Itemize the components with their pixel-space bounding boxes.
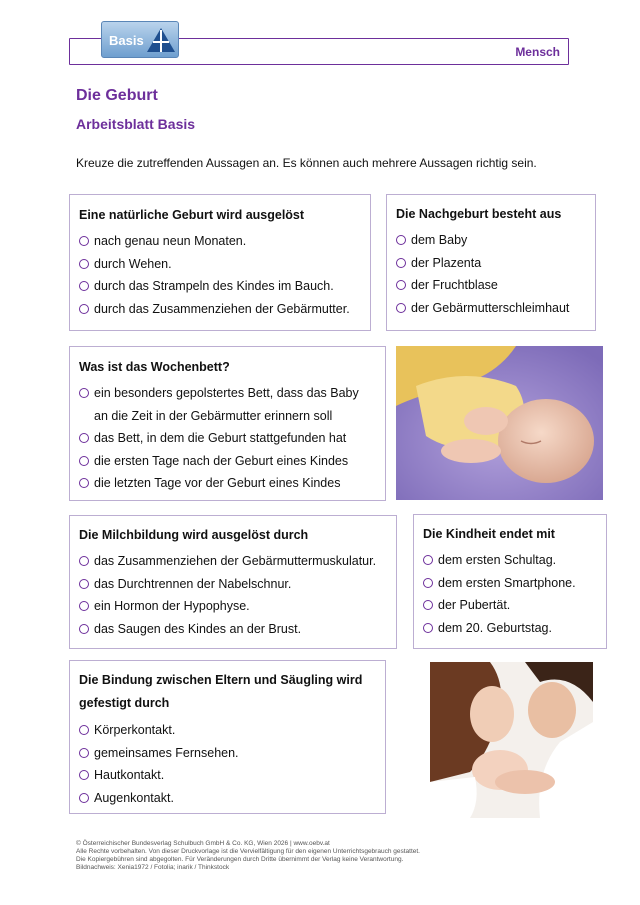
radio-circle-icon[interactable]: [79, 624, 89, 634]
radio-circle-icon[interactable]: [79, 259, 89, 269]
answer-option[interactable]: Augenkontakt.: [79, 787, 376, 810]
question-box-afterbirth: [386, 194, 596, 331]
radio-circle-icon[interactable]: [79, 748, 89, 758]
answer-option[interactable]: die letzten Tage vor der Geburt eines Kindes: [79, 472, 376, 495]
radio-circle-icon[interactable]: [79, 478, 89, 488]
question-heading: Eine natürliche Geburt wird ausgelöst: [79, 208, 305, 222]
radio-circle-icon[interactable]: [423, 600, 433, 610]
radio-circle-icon[interactable]: [79, 281, 89, 291]
radio-circle-icon[interactable]: [79, 456, 89, 466]
answer-option[interactable]: durch das Zusammenziehen der Gebärmutter.: [79, 298, 361, 321]
question-heading: Die Kindheit endet mit: [423, 527, 555, 541]
answer-option[interactable]: die ersten Tage nach der Geburt eines Kindes: [79, 450, 376, 473]
radio-circle-icon[interactable]: [396, 280, 406, 290]
parents-with-newborn-photo: [430, 662, 593, 818]
answer-option[interactable]: das Saugen des Kindes an der Brust.: [79, 618, 387, 641]
sleeping-baby-photo: [396, 346, 603, 500]
answer-option[interactable]: das Durchtrennen der Nabelschnur.: [79, 573, 387, 596]
answer-option[interactable]: Hautkontakt.: [79, 764, 376, 787]
radio-circle-icon[interactable]: [79, 793, 89, 803]
question-box-natural-birth: [69, 194, 371, 331]
question-heading: Was ist das Wochenbett?: [79, 360, 230, 374]
radio-circle-icon[interactable]: [423, 555, 433, 565]
logo-text: Basis: [109, 33, 144, 48]
answer-option[interactable]: nach genau neun Monaten.: [79, 230, 361, 253]
question-box-milk-production: [69, 515, 397, 649]
answer-option[interactable]: der Gebärmutterschleimhaut: [396, 297, 586, 320]
basis-logo: [101, 21, 179, 58]
question-box-wochenbett: [69, 346, 386, 501]
question-heading: Die Nachgeburt besteht aus: [396, 207, 562, 221]
answer-option[interactable]: dem 20. Geburtstag.: [423, 617, 597, 640]
answer-option[interactable]: gemeinsames Fernsehen.: [79, 742, 376, 765]
answer-option[interactable]: das Bett, in dem die Geburt stattgefunden hat: [79, 427, 376, 450]
answer-option[interactable]: das Zusammenziehen der Gebärmuttermuskulatur.: [79, 550, 387, 573]
answer-option[interactable]: der Fruchtblase: [396, 274, 586, 297]
footer-line: © Österreichischer Bundesverlag Schulbuch GmbH & Co. KG, Wien 2026 | www.oebv.at: [76, 840, 330, 847]
footer-line: Die Kopiergebühren sind abgegolten. Für Veränderungen durch Dritte übernimmt der Verlag keine Verantwortung.: [76, 856, 404, 863]
radio-circle-icon[interactable]: [79, 556, 89, 566]
footer-line: Bildnachweis: Xenia1972 / Fotolia; inarik / Thinkstock: [76, 864, 230, 871]
answer-option[interactable]: Körperkontakt.: [79, 719, 376, 742]
question-box-bonding: [69, 660, 386, 814]
page-subtitle: Arbeitsblatt Basis: [76, 116, 196, 132]
answer-option[interactable]: durch Wehen.: [79, 253, 361, 276]
radio-circle-icon[interactable]: [79, 579, 89, 589]
radio-circle-icon[interactable]: [79, 725, 89, 735]
question-heading: Die Milchbildung wird ausgelöst durch: [79, 528, 309, 542]
category-label: Mensch: [515, 45, 560, 59]
copyright-footer: [76, 840, 420, 872]
answer-option[interactable]: der Pubertät.: [423, 594, 597, 617]
radio-circle-icon[interactable]: [79, 304, 89, 314]
footer-line: Alle Rechte vorbehalten. Von dieser Druckvorlage ist die Vervielfältigung für den eigenen Unterrichtsgebrauch gestattet.: [76, 848, 420, 855]
question-heading-continuation: gefestigt durch: [79, 696, 170, 710]
question-box-childhood-end: [413, 514, 607, 649]
pyramid-icon: [145, 26, 177, 54]
radio-circle-icon[interactable]: [79, 236, 89, 246]
question-heading: Die Bindung zwischen Eltern und Säugling wird: [79, 673, 363, 687]
radio-circle-icon[interactable]: [79, 388, 89, 398]
answer-option[interactable]: der Plazenta: [396, 252, 586, 275]
radio-circle-icon[interactable]: [396, 258, 406, 268]
answer-option-continuation: an die Zeit in der Gebärmutter erinnern soll: [94, 408, 333, 423]
instruction-text: Kreuze die zutreffenden Aussagen an. Es können auch mehrere Aussagen richtig sein.: [76, 156, 537, 170]
answer-option[interactable]: dem Baby: [396, 229, 586, 252]
radio-circle-icon[interactable]: [423, 578, 433, 588]
answer-option[interactable]: ein Hormon der Hypophyse.: [79, 595, 387, 618]
page-title: Die Geburt: [76, 87, 158, 104]
radio-circle-icon[interactable]: [79, 601, 89, 611]
radio-circle-icon[interactable]: [79, 433, 89, 443]
radio-circle-icon[interactable]: [396, 235, 406, 245]
answer-option[interactable]: ein besonders gepolstertes Bett, dass das Baby: [79, 382, 376, 405]
answer-option[interactable]: dem ersten Smartphone.: [423, 572, 597, 595]
answer-option[interactable]: dem ersten Schultag.: [423, 549, 597, 572]
radio-circle-icon[interactable]: [423, 623, 433, 633]
radio-circle-icon[interactable]: [79, 770, 89, 780]
radio-circle-icon[interactable]: [396, 303, 406, 313]
answer-option[interactable]: durch das Strampeln des Kindes im Bauch.: [79, 275, 361, 298]
